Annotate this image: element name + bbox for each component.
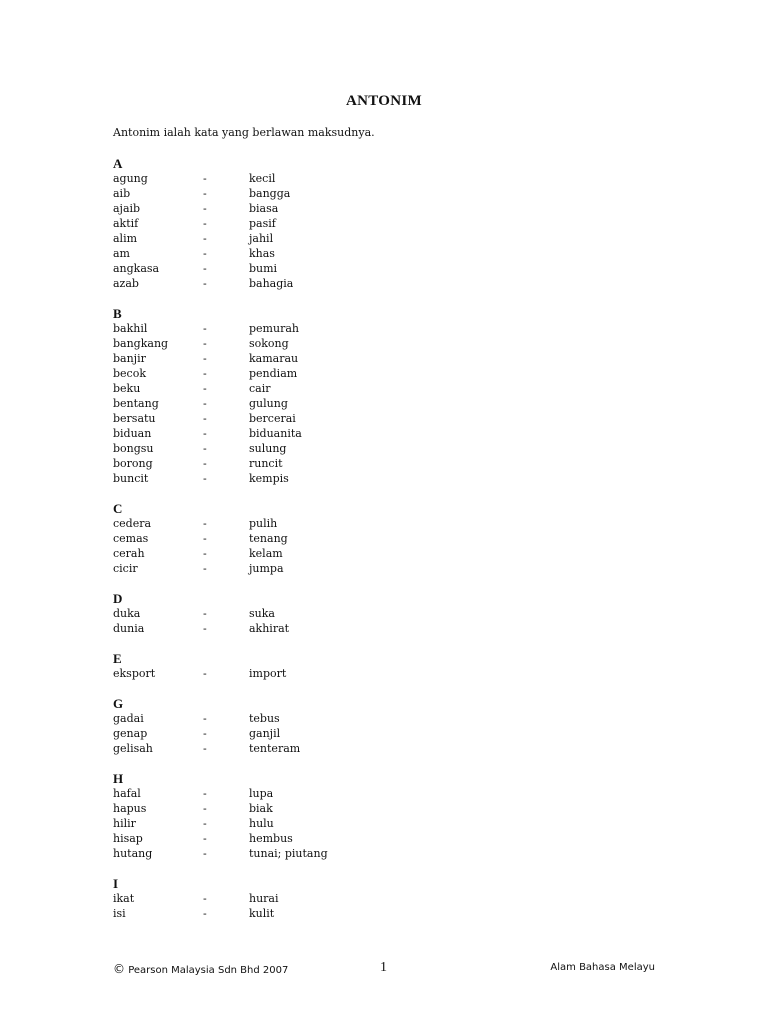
dash-separator: - <box>203 367 207 380</box>
section-g <box>113 696 301 756</box>
antonym: kulit <box>249 907 275 920</box>
antonym-row <box>113 216 276 231</box>
antonym: pemurah <box>249 322 299 335</box>
section-e <box>113 651 287 681</box>
antonym: biasa <box>249 202 279 215</box>
word: buncit <box>113 472 149 485</box>
dash-separator: - <box>203 547 207 560</box>
word: bentang <box>113 397 159 410</box>
section-i <box>113 876 279 921</box>
word: bangkang <box>113 337 169 350</box>
word: angkasa <box>113 262 160 275</box>
page-number: 1 <box>380 960 387 975</box>
dash-separator: - <box>203 247 207 260</box>
antonym-row <box>113 366 298 381</box>
dash-separator: - <box>203 397 207 410</box>
dash-separator: - <box>203 457 207 470</box>
antonym: suka <box>249 607 275 620</box>
antonym: bumi <box>249 262 278 275</box>
dash-separator: - <box>203 202 207 215</box>
word: beku <box>113 382 141 395</box>
word: hilir <box>113 817 136 830</box>
antonym-row <box>113 786 274 801</box>
word: cedera <box>113 517 152 530</box>
word: hafal <box>113 787 141 800</box>
page-footer <box>0 962 768 978</box>
dash-separator: - <box>203 562 207 575</box>
antonym-row <box>113 201 279 216</box>
antonym-row <box>113 246 275 261</box>
antonym-row <box>113 816 274 831</box>
antonym: tebus <box>249 712 280 725</box>
dash-separator: - <box>203 832 207 845</box>
antonym-row <box>113 711 280 726</box>
section-h <box>113 771 328 861</box>
word: bersatu <box>113 412 156 425</box>
word: biduan <box>113 427 152 440</box>
word: dunia <box>113 622 145 635</box>
antonym-row <box>113 561 284 576</box>
word: duka <box>113 607 141 620</box>
dash-separator: - <box>203 727 207 740</box>
dash-separator: - <box>203 892 207 905</box>
antonym: kecil <box>249 172 276 185</box>
section-letter: G <box>113 696 124 711</box>
antonym: tenang <box>249 532 288 545</box>
antonym-row <box>113 621 290 636</box>
word: ajaib <box>113 202 141 215</box>
antonym-row <box>113 546 283 561</box>
antonym: jumpa <box>249 562 284 575</box>
antonym-row <box>113 726 281 741</box>
dash-separator: - <box>203 322 207 335</box>
section-letter: B <box>113 306 122 321</box>
antonym-row <box>113 471 289 486</box>
dash-separator: - <box>203 607 207 620</box>
antonym-row <box>113 531 288 546</box>
dash-separator: - <box>203 532 207 545</box>
word: azab <box>113 277 139 290</box>
antonym-row <box>113 261 278 276</box>
word: hutang <box>113 847 153 860</box>
antonym-row <box>113 186 291 201</box>
antonym-row <box>113 321 299 336</box>
antonym: sulung <box>249 442 287 455</box>
word: becok <box>113 367 146 380</box>
antonym: bahagia <box>249 277 294 290</box>
antonym-list <box>113 156 328 936</box>
word: borong <box>113 457 153 470</box>
word: banjir <box>113 352 146 365</box>
word: hisap <box>113 832 143 845</box>
section-letter: E <box>113 651 122 666</box>
antonym-row <box>113 411 296 426</box>
word: cemas <box>113 532 149 545</box>
dash-separator: - <box>203 187 207 200</box>
antonym: hulu <box>249 817 274 830</box>
antonym: pasif <box>249 217 276 230</box>
section-letter: I <box>113 876 119 891</box>
antonym-row <box>113 336 289 351</box>
antonym: pulih <box>249 517 278 530</box>
dash-separator: - <box>203 622 207 635</box>
page-title: ANTONIM <box>346 93 422 109</box>
antonym-row <box>113 516 278 531</box>
dash-separator: - <box>203 442 207 455</box>
dash-separator: - <box>203 277 207 290</box>
antonym: kamarau <box>249 352 299 365</box>
antonym: runcit <box>249 457 283 470</box>
section-letter: A <box>113 156 123 171</box>
antonym-row <box>113 396 288 411</box>
word: isi <box>113 907 126 920</box>
antonym-row <box>113 891 279 906</box>
section-letter: D <box>113 591 123 606</box>
antonym: ganjil <box>249 727 281 740</box>
antonym-row <box>113 456 283 471</box>
dash-separator: - <box>203 337 207 350</box>
word: ikat <box>113 892 135 905</box>
word: alim <box>113 232 138 245</box>
dash-separator: - <box>203 517 207 530</box>
antonym: hurai <box>249 892 279 905</box>
section-a <box>113 156 294 291</box>
antonym: lupa <box>249 787 274 800</box>
antonym: pendiam <box>249 367 298 380</box>
copyright-icon: © <box>113 962 125 976</box>
footer-publisher <box>113 962 288 976</box>
section-c <box>113 501 288 576</box>
dash-separator: - <box>203 427 207 440</box>
antonym: sokong <box>249 337 289 350</box>
word: cicir <box>113 562 138 575</box>
dash-separator: - <box>203 712 207 725</box>
antonym: import <box>249 667 287 680</box>
antonym: cair <box>249 382 271 395</box>
word: eksport <box>113 667 156 680</box>
word: aktif <box>113 217 139 230</box>
antonym: hembus <box>249 832 293 845</box>
section-b <box>113 306 302 486</box>
section-letter: C <box>113 501 123 516</box>
word: hapus <box>113 802 147 815</box>
antonym: kempis <box>249 472 289 485</box>
word: am <box>113 247 130 260</box>
antonym: kelam <box>249 547 283 560</box>
intro-text: Antonim ialah kata yang berlawan maksudnya. <box>113 126 375 139</box>
word: gadai <box>113 712 144 725</box>
dash-separator: - <box>203 667 207 680</box>
dash-separator: - <box>203 262 207 275</box>
dash-separator: - <box>203 382 207 395</box>
antonym-row <box>113 426 302 441</box>
word: bongsu <box>113 442 154 455</box>
word: agung <box>113 172 148 185</box>
antonym-row <box>113 441 287 456</box>
antonym-row <box>113 231 274 246</box>
antonym: bangga <box>249 187 291 200</box>
section-letter: H <box>113 771 124 786</box>
antonym-row <box>113 666 287 681</box>
antonym: jahil <box>249 232 274 245</box>
antonym: gulung <box>249 397 288 410</box>
dash-separator: - <box>203 232 207 245</box>
antonym-row <box>113 906 275 921</box>
antonym-row <box>113 351 299 366</box>
dash-separator: - <box>203 817 207 830</box>
antonym: bercerai <box>249 412 296 425</box>
antonym: akhirat <box>249 622 290 635</box>
dash-separator: - <box>203 172 207 185</box>
dash-separator: - <box>203 847 207 860</box>
antonym-row <box>113 741 301 756</box>
dash-separator: - <box>203 907 207 920</box>
word: bakhil <box>113 322 148 335</box>
dash-separator: - <box>203 217 207 230</box>
dash-separator: - <box>203 742 207 755</box>
antonym-row <box>113 801 273 816</box>
antonym: khas <box>249 247 275 260</box>
dash-separator: - <box>203 352 207 365</box>
antonym: tenteram <box>249 742 301 755</box>
antonym: biduanita <box>249 427 302 440</box>
antonym: biak <box>249 802 273 815</box>
footer-book-title: Alam Bahasa Melayu <box>550 962 655 973</box>
footer-publisher-text: Pearson Malaysia Sdn Bhd 2007 <box>128 965 289 976</box>
word: cerah <box>113 547 145 560</box>
antonym-row <box>113 846 328 861</box>
section-d <box>113 591 290 636</box>
word: aib <box>113 187 131 200</box>
antonym-row <box>113 276 294 291</box>
dash-separator: - <box>203 802 207 815</box>
word: genap <box>113 727 148 740</box>
dash-separator: - <box>203 472 207 485</box>
antonym-row <box>113 606 275 621</box>
antonym-row <box>113 171 276 186</box>
antonym: tunai; piutang <box>249 847 328 860</box>
dash-separator: - <box>203 412 207 425</box>
word: gelisah <box>113 742 153 755</box>
antonym-row <box>113 381 271 396</box>
antonym-row <box>113 831 293 846</box>
dash-separator: - <box>203 787 207 800</box>
